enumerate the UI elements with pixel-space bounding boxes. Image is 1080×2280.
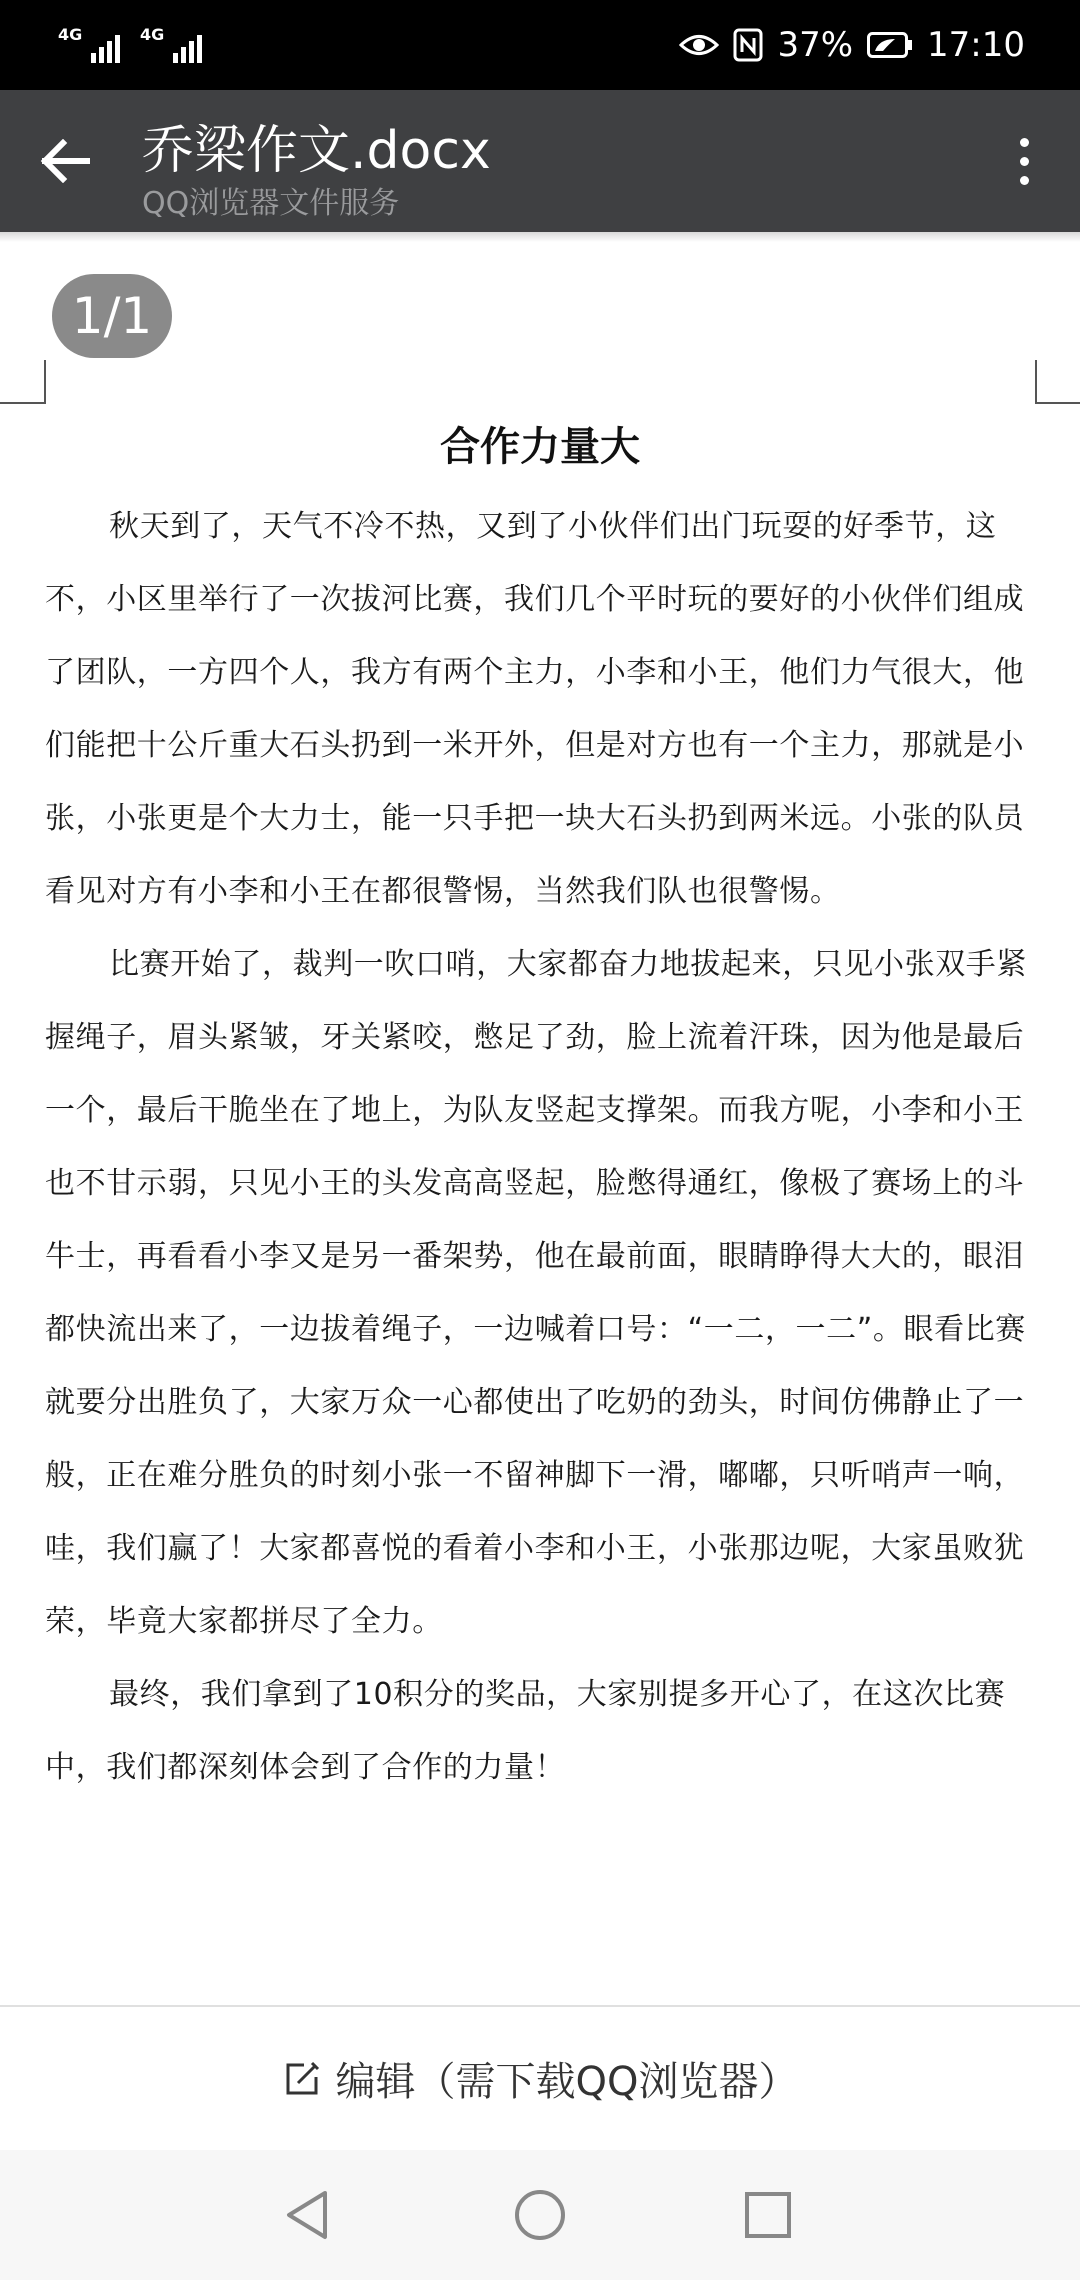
edit-button[interactable] (0, 2007, 1080, 2150)
document-body (45, 490, 1045, 1804)
home-circle-icon (513, 2188, 567, 2242)
recents-square-icon (743, 2190, 793, 2240)
more-options-button[interactable] (1004, 126, 1044, 196)
paragraph: 最终，我们拿到了10积分的奖品，大家别提多开心了，在这次比赛中，我们都深刻体会到了合作的力量！ (45, 1677, 1006, 1785)
clock: 17:10 (927, 25, 1025, 65)
nfc-icon (733, 28, 763, 62)
crop-mark-left (0, 360, 46, 404)
network-type: 4G (140, 25, 165, 44)
back-button[interactable] (30, 126, 100, 196)
document-title: 合作力量大 (440, 424, 640, 470)
crop-mark-right (1035, 360, 1080, 404)
app-bar (0, 90, 1080, 232)
document-filename: 乔梁作文.docx (142, 121, 491, 181)
app-bar-shadow (0, 232, 1080, 242)
battery-icon (867, 32, 913, 58)
signal-strength-icon (140, 21, 202, 69)
signal-strength-icon (58, 21, 120, 69)
battery-percent: 37% (777, 25, 854, 65)
status-bar (0, 0, 1080, 90)
more-vert-icon (1020, 176, 1029, 185)
nav-recents-button[interactable] (733, 2180, 803, 2250)
nav-back-button[interactable] (272, 2180, 342, 2250)
navigation-bar (0, 2150, 1080, 2280)
more-vert-icon (1020, 157, 1029, 166)
edit-label: 编辑（需下载QQ浏览器） (335, 2059, 799, 2105)
nav-home-button[interactable] (505, 2180, 575, 2250)
arrow-left-icon (39, 139, 91, 183)
paragraph: 秋天到了，天气不冷不热，又到了小伙伴们出门玩耍的好季节，这不，小区里举行了一次拔河比赛，我们几个平时玩的要好的小伙伴们组成了团队，一方四个人，我方有两个主力，小李和小王，他们力气很大，他们能把十公斤重大石头扔到一米开外，但是对方也有一个主力，那就是小张，小张更是个大力士，能一只手把一块大石头扔到两米远。小张的队员看见对方有小李和小王在都很警惕，当然我们队也很警惕。 (45, 509, 1025, 909)
status-right (679, 18, 1025, 72)
status-left (58, 18, 202, 72)
page-indicator: 1/1 (52, 274, 172, 358)
app-subtitle: QQ浏览器文件服务 (142, 186, 400, 221)
eye-comfort-icon (679, 30, 719, 60)
paragraph: 比赛开始了，裁判一吹口哨，大家都奋力地拔起来，只见小张双手紧握绳子，眉头紧皱，牙关紧咬，憋足了劲，脸上流着汗珠，因为他是最后一个，最后干脆坐在了地上，为队友竖起支撑架。而我方呢，小李和小王也不甘示弱，只见小王的头发高高竖起，脸憋得通红，像极了赛场上的斗牛士，再看看小李又是另一番架势，他在最前面，眼睛睁得大大的，眼泪都快流出来了，一边拔着绳子，一边喊着口号：“一二，一二”。眼看比赛就要分出胜负了，大家万众一心都使出了吃奶的劲头，时间仿佛静止了一般，正在难分胜负的时刻小张一不留神脚下一滑，嘟嘟，只听哨声一响，哇，我们赢了！大家都喜悦的看着小李和小王，小张那边呢，大家虽败犹荣，毕竟大家都拼尽了全力。 (45, 947, 1027, 1639)
more-vert-icon (1020, 138, 1029, 147)
network-type: 4G (58, 25, 83, 44)
back-triangle-icon (283, 2189, 331, 2241)
edit-icon (282, 2059, 322, 2099)
